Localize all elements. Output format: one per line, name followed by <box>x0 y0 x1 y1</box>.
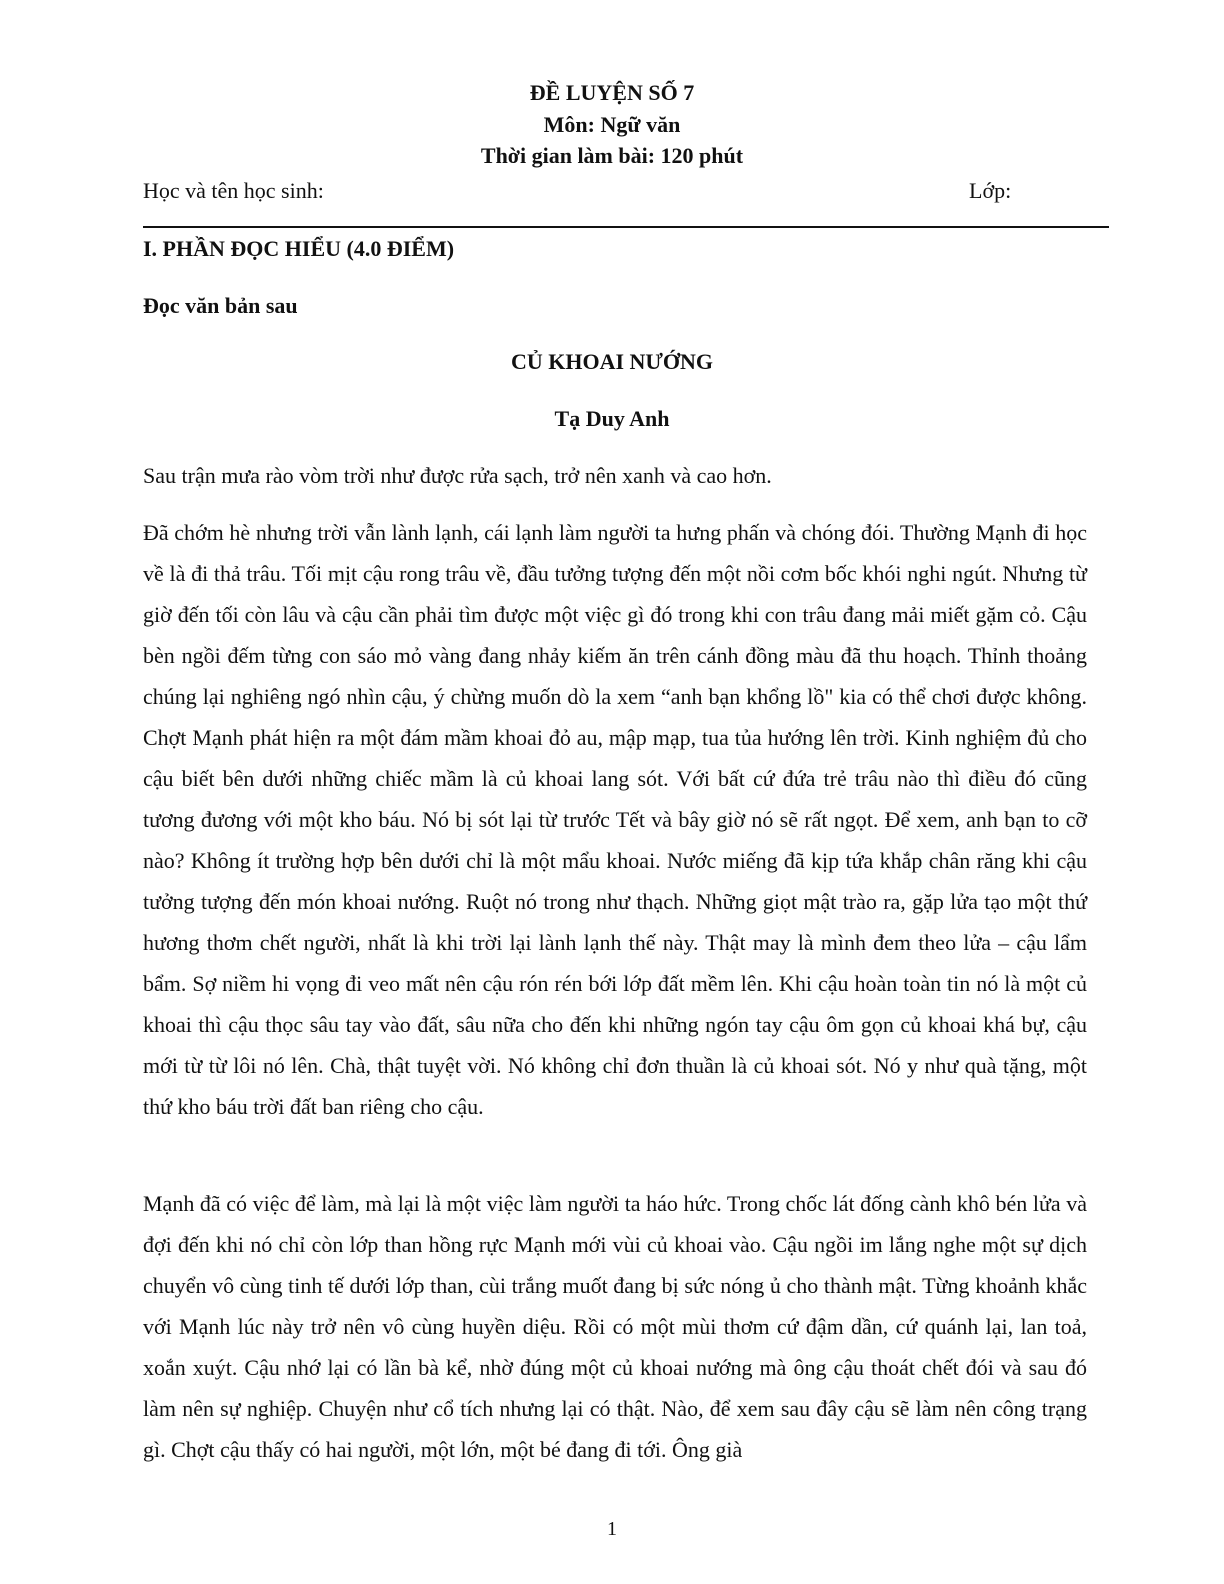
exam-title: ĐỀ LUYỆN SỐ 7 <box>529 80 695 105</box>
class-label: Lớp: <box>969 178 1012 203</box>
student-info-row <box>143 178 1109 204</box>
exam-subject: Môn: Ngữ văn <box>543 112 681 137</box>
story-paragraph: Sau trận mưa rào vòm trời như được rửa sạch, trở nên xanh và cao hơn. <box>143 463 772 488</box>
student-name-label: Học và tên học sinh: <box>143 178 324 203</box>
reading-instruction: Đọc văn bản sau <box>143 293 298 318</box>
page-number: 1 <box>607 1518 617 1540</box>
story-paragraph: Đã chớm hè nhưng trời vẫn lành lạnh, cái lạnh làm người ta hưng phấn và chóng đói. Thường Mạnh đi học về là đi thả trâu. Tối mịt cậu rong trâu về, đầu tưởng tượng đến một nồi cơm bốc khói nghi ngút. Nhưng từ giờ đến tối còn lâu và cậu cần phải tìm được một việc gì đó trong khi con trâu đang mải miết gặm cỏ. Cậu bèn ngồi đếm từng con sáo mỏ vàng đang nhảy kiếm ăn trên cánh đồng màu đã thu hoạch. Thỉnh thoảng chúng lại nghiêng ngó nhìn cậu, ý chừng muốn dò la xem “anh bạn khổng lồ" kia có thể chơi được không. Chợt Mạnh phát hiện ra một đám mầm khoai đỏ au, mập mạp, tua tủa hướng lên trời. Kinh nghiệm đủ cho cậu biết bên dưới những chiếc mầm là củ khoai lang sót. Với bất cứ đứa trẻ trâu nào thì điều đó cũng tương đương với một kho báu. Nó bị sót lại từ trước Tết và bây giờ nó sẽ rất ngọt. Để xem, anh bạn to cỡ nào? Không ít trường hợp bên dưới chỉ là một mẩu khoai. Nước miếng đã kịp tứa khắp chân răng khi cậu tưởng tượng đến món khoai nướng. Ruột nó trong như thạch. Những giọt mật trào ra, gặp lửa tạo một thứ hương thơm chết người, nhất là khi trời lại lành lạnh thế này. Thật may là mình đem theo lửa – cậu lẩm bẩm. Sợ niềm hi vọng đi veo mất nên cậu rón rén bới lớp đất mềm lên. Khi cậu hoàn toàn tin nó là một củ khoai thì cậu thọc sâu tay vào đất, sâu nữa cho đến khi những ngón tay cậu ôm gọn củ khoai khá bự, cậu mới từ từ lôi nó lên. Chà, thật tuyệt vời. Nó không chỉ đơn thuần là củ khoai sót. Nó y như quà tặng, một thứ kho báu trời đất ban riêng cho cậu. <box>143 520 1087 1119</box>
story-title: CỦ KHOAI NƯỚNG <box>510 349 714 374</box>
section-title: I. PHẦN ĐỌC HIỂU (4.0 ĐIỂM) <box>143 236 455 261</box>
story-paragraph: Mạnh đã có việc để làm, mà lại là một việc làm người ta háo hức. Trong chốc lát đống cành khô bén lửa và đợi đến khi nó chỉ còn lớp than hồng rực Mạnh mới vùi củ khoai vào. Cậu ngồi im lắng nghe một sự dịch chuyển vô cùng tinh tế dưới lớp than, cùi trắng muốt đang bị sức nóng ủ cho thành mật. Từng khoảnh khắc với Mạnh lúc này trở nên vô cùng huyền diệu. Rồi có một mùi thơm cứ đậm dần, cứ quánh lại, lan toả, xoắn xuýt. Cậu nhớ lại có lần bà kể, nhờ đúng một củ khoai nướng mà ông cậu thoát chết đói và sau đó làm nên sự nghiệp. Chuyện như cổ tích nhưng lại có thật. Nào, để xem sau đây cậu sẽ làm nên công trạng gì. Chợt cậu thấy có hai người, một lớn, một bé đang đi tới. Ông già <box>143 1191 1087 1462</box>
exam-time: Thời gian làm bài: 120 phút <box>480 143 744 168</box>
story-author: Tạ Duy Anh <box>554 406 670 431</box>
header-divider <box>143 226 1109 228</box>
